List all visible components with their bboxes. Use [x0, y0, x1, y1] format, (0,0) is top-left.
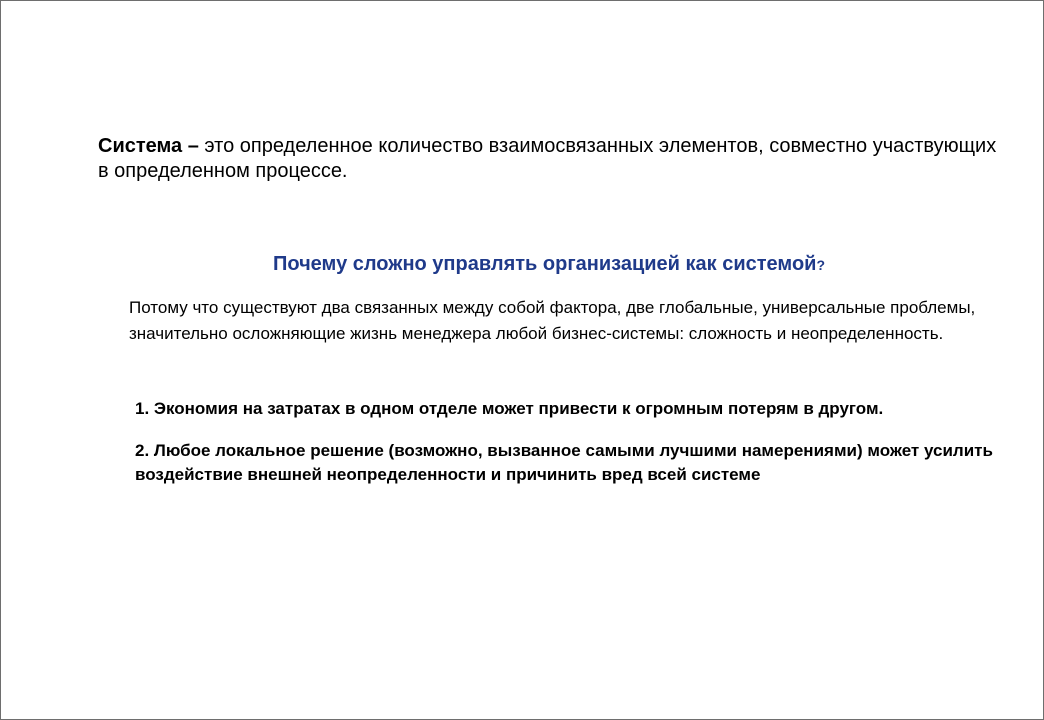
point-2: 2. Любое локальное решение (возможно, вызванное самыми лучшими намерениями) может усилить воздействие внешней неопределенности и причинить вред всей системе — [135, 441, 993, 484]
question-heading — [1, 251, 1044, 278]
definition-text: это определенное количество взаимосвязанных элементов, совместно участвующих в определенном процессе. — [98, 135, 997, 182]
point-1: 1. Экономия на затратах в одном отделе может привести к огромным потерям в другом. — [135, 399, 884, 418]
definition-term: Система – — [98, 135, 205, 157]
answer-paragraph: Потому что существуют два связанных между собой фактора, две глобальные, универсальные проблемы, значительно осложняющие жизнь менеджера любой бизнес-системы: сложность и неопределенность. — [129, 298, 976, 343]
definition-paragraph — [98, 134, 998, 184]
question-mark: ? — [816, 257, 826, 273]
question-text: Почему сложно управлять организацией как системой — [272, 253, 817, 275]
